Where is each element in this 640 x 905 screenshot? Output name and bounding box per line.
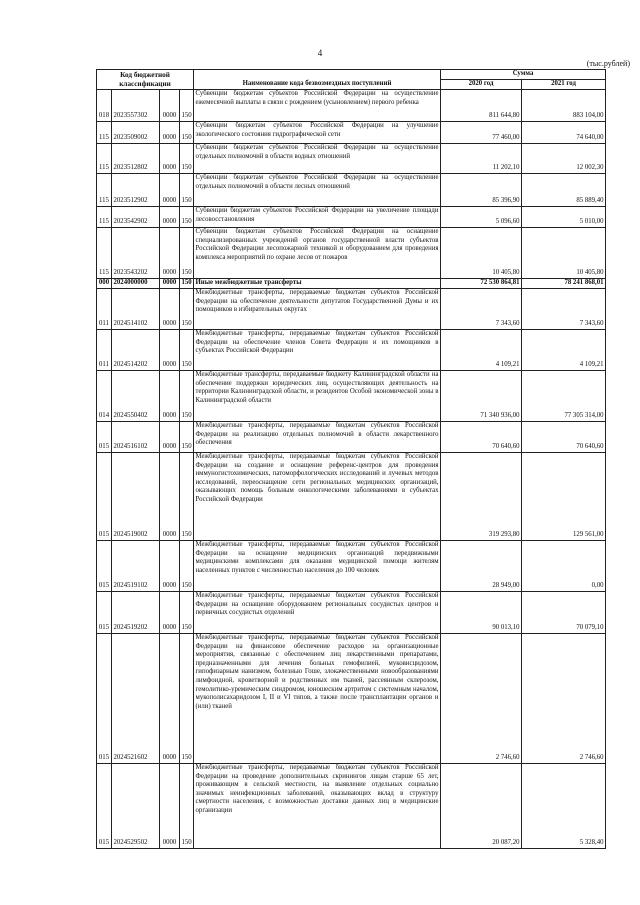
cell-revenue-name: Межбюджетные трансферты, передаваемые бюджетам субъектов Российской Федерации на оснащение медицинских организаций передвижными медицинскими комплексами для оказания медицинской помощи жителям населенных пунктов с численностью населения до 100 человек bbox=[194, 541, 441, 592]
cell-budget-code: 2024514102 bbox=[112, 289, 160, 330]
cell-amount-2020: 10 405,80 bbox=[441, 228, 522, 279]
cell-kosgu-code: 150 bbox=[180, 634, 194, 764]
cell-amount-2021: 12 002,30 bbox=[522, 144, 606, 174]
cell-revenue-name: Субвенции бюджетам субъектов Российской Федерации на увеличение площади лесовосстановления bbox=[194, 207, 441, 228]
cell-admin-code: 015 bbox=[97, 453, 112, 541]
cell-subtype-code: 0000 bbox=[160, 207, 180, 228]
cell-subtype-code: 0000 bbox=[160, 174, 180, 207]
cell-admin-code: 015 bbox=[97, 422, 112, 453]
cell-kosgu-code: 150 bbox=[180, 371, 194, 422]
cell-amount-2021: 10 405,80 bbox=[522, 228, 606, 279]
cell-admin-code: 018 bbox=[97, 90, 112, 122]
header-sum-group: Сумма bbox=[441, 70, 606, 80]
cell-budget-code: 2024550402 bbox=[112, 371, 160, 422]
budget-table bbox=[96, 69, 606, 849]
header-year-2021: 2021 год bbox=[522, 80, 606, 90]
table-row bbox=[97, 371, 606, 422]
cell-subtype-code: 0000 bbox=[160, 764, 180, 849]
cell-kosgu-code: 150 bbox=[180, 422, 194, 453]
cell-subtype-code: 0000 bbox=[160, 330, 180, 371]
cell-revenue-name: Межбюджетные трансферты, передаваемые бюджетам субъектов Российской Федерации на реализацию отдельных полномочий в области лекарственного обеспечения bbox=[194, 422, 441, 453]
table-row bbox=[97, 764, 606, 849]
cell-admin-code: 015 bbox=[97, 764, 112, 849]
page-number: 4 bbox=[317, 48, 323, 58]
cell-kosgu-code: 150 bbox=[180, 144, 194, 174]
cell-budget-code: 2024000000 bbox=[112, 279, 160, 289]
cell-amount-2021: 5 010,00 bbox=[522, 207, 606, 228]
cell-amount-2020: 11 202,10 bbox=[441, 144, 522, 174]
cell-amount-2021: 74 640,00 bbox=[522, 122, 606, 144]
cell-budget-code: 2024519202 bbox=[112, 592, 160, 634]
cell-amount-2021: 78 241 868,01 bbox=[522, 279, 606, 289]
cell-amount-2021: 883 104,00 bbox=[522, 90, 606, 122]
table-row bbox=[97, 122, 606, 144]
cell-budget-code: 2024529502 bbox=[112, 764, 160, 849]
cell-amount-2020: 2 746,60 bbox=[441, 634, 522, 764]
cell-budget-code: 2023543202 bbox=[112, 228, 160, 279]
cell-kosgu-code: 150 bbox=[180, 122, 194, 144]
table-row bbox=[97, 330, 606, 371]
cell-admin-code: 000 bbox=[97, 279, 112, 289]
cell-kosgu-code: 150 bbox=[180, 541, 194, 592]
cell-amount-2020: 4 109,21 bbox=[441, 330, 522, 371]
cell-subtype-code: 0000 bbox=[160, 592, 180, 634]
table-row bbox=[97, 144, 606, 174]
cell-subtype-code: 0000 bbox=[160, 122, 180, 144]
cell-admin-code: 011 bbox=[97, 330, 112, 371]
cell-revenue-name: Межбюджетные трансферты, передаваемые бюджетам субъектов Российской Федерации на проведение дополнительных скринингов лицам старше 65 лет, проживающим в сельской местности, на выявление отдельных социально значимых неинфекционных заболеваний, оказывающих вклад в структуру смертности населения, с возможностью доставки данных лиц в медицинские организации bbox=[194, 764, 441, 849]
cell-admin-code: 115 bbox=[97, 174, 112, 207]
cell-subtype-code: 0000 bbox=[160, 279, 180, 289]
cell-admin-code: 115 bbox=[97, 144, 112, 174]
cell-admin-code: 115 bbox=[97, 122, 112, 144]
cell-kosgu-code: 150 bbox=[180, 228, 194, 279]
cell-subtype-code: 0000 bbox=[160, 422, 180, 453]
cell-revenue-name: Межбюджетные трансферты, передаваемые бюджету Калининградской области на обеспечение поддержки юридических лиц, осуществляющих деятельность на территории Калининградской области, и резидентов Особой экономической зоны в Калининградской области bbox=[194, 371, 441, 422]
cell-budget-code: 2024521602 bbox=[112, 634, 160, 764]
table-row bbox=[97, 228, 606, 279]
cell-revenue-name: Межбюджетные трансферты, передаваемые бюджетам субъектов Российской Федерации на создание и оснащение референс-центров для проведения иммуногистохимических, патоморфологических исследований и лучевых методов исследований, переоснащение сети региональных медицинских организаций, оказывающих помощь больным онкологическими заболеваниями в субъектах Российской Федерации bbox=[194, 453, 441, 541]
cell-admin-code: 015 bbox=[97, 541, 112, 592]
cell-budget-code: 2023542902 bbox=[112, 207, 160, 228]
cell-amount-2021: 4 109,21 bbox=[522, 330, 606, 371]
cell-admin-code: 015 bbox=[97, 634, 112, 764]
table-row bbox=[97, 541, 606, 592]
cell-amount-2020: 319 293,80 bbox=[441, 453, 522, 541]
cell-revenue-name: Иные межбюджетные трансферты bbox=[194, 279, 441, 289]
table-row bbox=[97, 453, 606, 541]
cell-kosgu-code: 150 bbox=[180, 90, 194, 122]
cell-amount-2021: 0,00 bbox=[522, 541, 606, 592]
cell-amount-2020: 20 087,20 bbox=[441, 764, 522, 849]
table-row bbox=[97, 207, 606, 228]
cell-revenue-name: Субвенции бюджетам субъектов Российской Федерации на осуществление ежемесячной выплаты в связи с рождением (усыновлением) первого ребенка bbox=[194, 90, 441, 122]
cell-budget-code: 2023557302 bbox=[112, 90, 160, 122]
cell-subtype-code: 0000 bbox=[160, 371, 180, 422]
cell-amount-2020: 77 460,00 bbox=[441, 122, 522, 144]
table-row bbox=[97, 279, 606, 289]
cell-amount-2020: 811 644,80 bbox=[441, 90, 522, 122]
cell-kosgu-code: 150 bbox=[180, 330, 194, 371]
cell-amount-2020: 7 343,60 bbox=[441, 289, 522, 330]
table-row bbox=[97, 174, 606, 207]
cell-amount-2020: 71 340 936,00 bbox=[441, 371, 522, 422]
cell-revenue-name: Субвенции бюджетам субъектов Российской Федерации на улучшение экологического состояния гидрографической сети bbox=[194, 122, 441, 144]
cell-kosgu-code: 150 bbox=[180, 764, 194, 849]
cell-amount-2021: 70 079,10 bbox=[522, 592, 606, 634]
cell-amount-2021: 2 746,60 bbox=[522, 634, 606, 764]
cell-admin-code: 011 bbox=[97, 289, 112, 330]
cell-kosgu-code: 150 bbox=[180, 592, 194, 634]
cell-revenue-name: Межбюджетные трансферты, передаваемые бюджетам субъектов Российской Федерации на обеспечение членов Совета Федерации и их помощников в субъектах Российской Федерации bbox=[194, 330, 441, 371]
cell-budget-code: 2024516102 bbox=[112, 422, 160, 453]
header-name: Наименование кода безвозмездных поступлений bbox=[194, 70, 441, 90]
cell-amount-2020: 28 949,00 bbox=[441, 541, 522, 592]
cell-revenue-name: Субвенции бюджетам субъектов Российской Федерации на оснащение специализированных учреждений органов государственной власти субъектов Российской Федерации лесопожарной техникой и оборудованием для проведения комплекса мероприятий по охране лесов от пожаров bbox=[194, 228, 441, 279]
cell-subtype-code: 0000 bbox=[160, 541, 180, 592]
cell-amount-2020: 70 640,60 bbox=[441, 422, 522, 453]
cell-subtype-code: 0000 bbox=[160, 453, 180, 541]
cell-budget-code: 2023512902 bbox=[112, 174, 160, 207]
cell-amount-2021: 77 305 314,00 bbox=[522, 371, 606, 422]
cell-kosgu-code: 150 bbox=[180, 453, 194, 541]
cell-budget-code: 2023509002 bbox=[112, 122, 160, 144]
cell-amount-2020: 90 013,10 bbox=[441, 592, 522, 634]
cell-amount-2020: 5 096,60 bbox=[441, 207, 522, 228]
table-body bbox=[97, 90, 606, 849]
cell-amount-2021: 85 889,40 bbox=[522, 174, 606, 207]
cell-subtype-code: 0000 bbox=[160, 634, 180, 764]
cell-amount-2020: 85 396,90 bbox=[441, 174, 522, 207]
cell-amount-2020: 72 530 864,81 bbox=[441, 279, 522, 289]
header-code-group: Код бюджетной классификации bbox=[97, 70, 194, 90]
cell-admin-code: 015 bbox=[97, 592, 112, 634]
cell-amount-2021: 5 328,40 bbox=[522, 764, 606, 849]
cell-admin-code: 115 bbox=[97, 207, 112, 228]
cell-admin-code: 115 bbox=[97, 228, 112, 279]
cell-subtype-code: 0000 bbox=[160, 228, 180, 279]
cell-revenue-name: Межбюджетные трансферты, передаваемые бюджетам субъектов Российской Федерации на обеспечение деятельности депутатов Государственной Думы и их помощников в избирательных округах bbox=[194, 289, 441, 330]
table-row bbox=[97, 90, 606, 122]
cell-amount-2021: 70 640,60 bbox=[522, 422, 606, 453]
table-row bbox=[97, 422, 606, 453]
cell-budget-code: 2024519002 bbox=[112, 453, 160, 541]
header-year-2020: 2020 год bbox=[441, 80, 522, 90]
cell-subtype-code: 0000 bbox=[160, 289, 180, 330]
table-row bbox=[97, 592, 606, 634]
cell-kosgu-code: 150 bbox=[180, 279, 194, 289]
cell-revenue-name: Субвенции бюджетам субъектов Российской Федерации на осуществление отдельных полномочий в области водных отношений bbox=[194, 144, 441, 174]
table-row bbox=[97, 289, 606, 330]
cell-revenue-name: Субвенции бюджетам субъектов Российской Федерации на осуществление отдельных полномочий в области лесных отношений bbox=[194, 174, 441, 207]
cell-kosgu-code: 150 bbox=[180, 207, 194, 228]
cell-budget-code: 2024519102 bbox=[112, 541, 160, 592]
cell-admin-code: 014 bbox=[97, 371, 112, 422]
cell-revenue-name: Межбюджетные трансферты, передаваемые бюджетам субъектов Российской Федерации на оснащение оборудованием региональных сосудистых центров и первичных сосудистых отделений bbox=[194, 592, 441, 634]
cell-subtype-code: 0000 bbox=[160, 90, 180, 122]
units-label: (тыс.рублей) bbox=[586, 59, 630, 68]
cell-subtype-code: 0000 bbox=[160, 144, 180, 174]
cell-kosgu-code: 150 bbox=[180, 289, 194, 330]
cell-amount-2021: 7 343,60 bbox=[522, 289, 606, 330]
cell-budget-code: 2024514202 bbox=[112, 330, 160, 371]
cell-budget-code: 2023512802 bbox=[112, 144, 160, 174]
cell-revenue-name: Межбюджетные трансферты, передаваемые бюджетам субъектов Российской Федерации на финансовое обеспечение расходов на организационные мероприятия, связанные с обеспечением лиц лекарственными препаратами, предназначенными для лечения больных гемофилией, муковисцидозом, гипофизарным нанизмом, болезнью Гоше, злокачественными новообразованиями лимфоидной, кроветворной и родственных им тканей, рассеянным склерозом, гемолитико-уремическим синдромом, юношеским артритом с системным началом, мукополисахаридозом I, II и VI типов, а также после трансплантации органов и (или) тканей bbox=[194, 634, 441, 764]
table-row bbox=[97, 634, 606, 764]
cell-amount-2021: 129 561,00 bbox=[522, 453, 606, 541]
cell-kosgu-code: 150 bbox=[180, 174, 194, 207]
